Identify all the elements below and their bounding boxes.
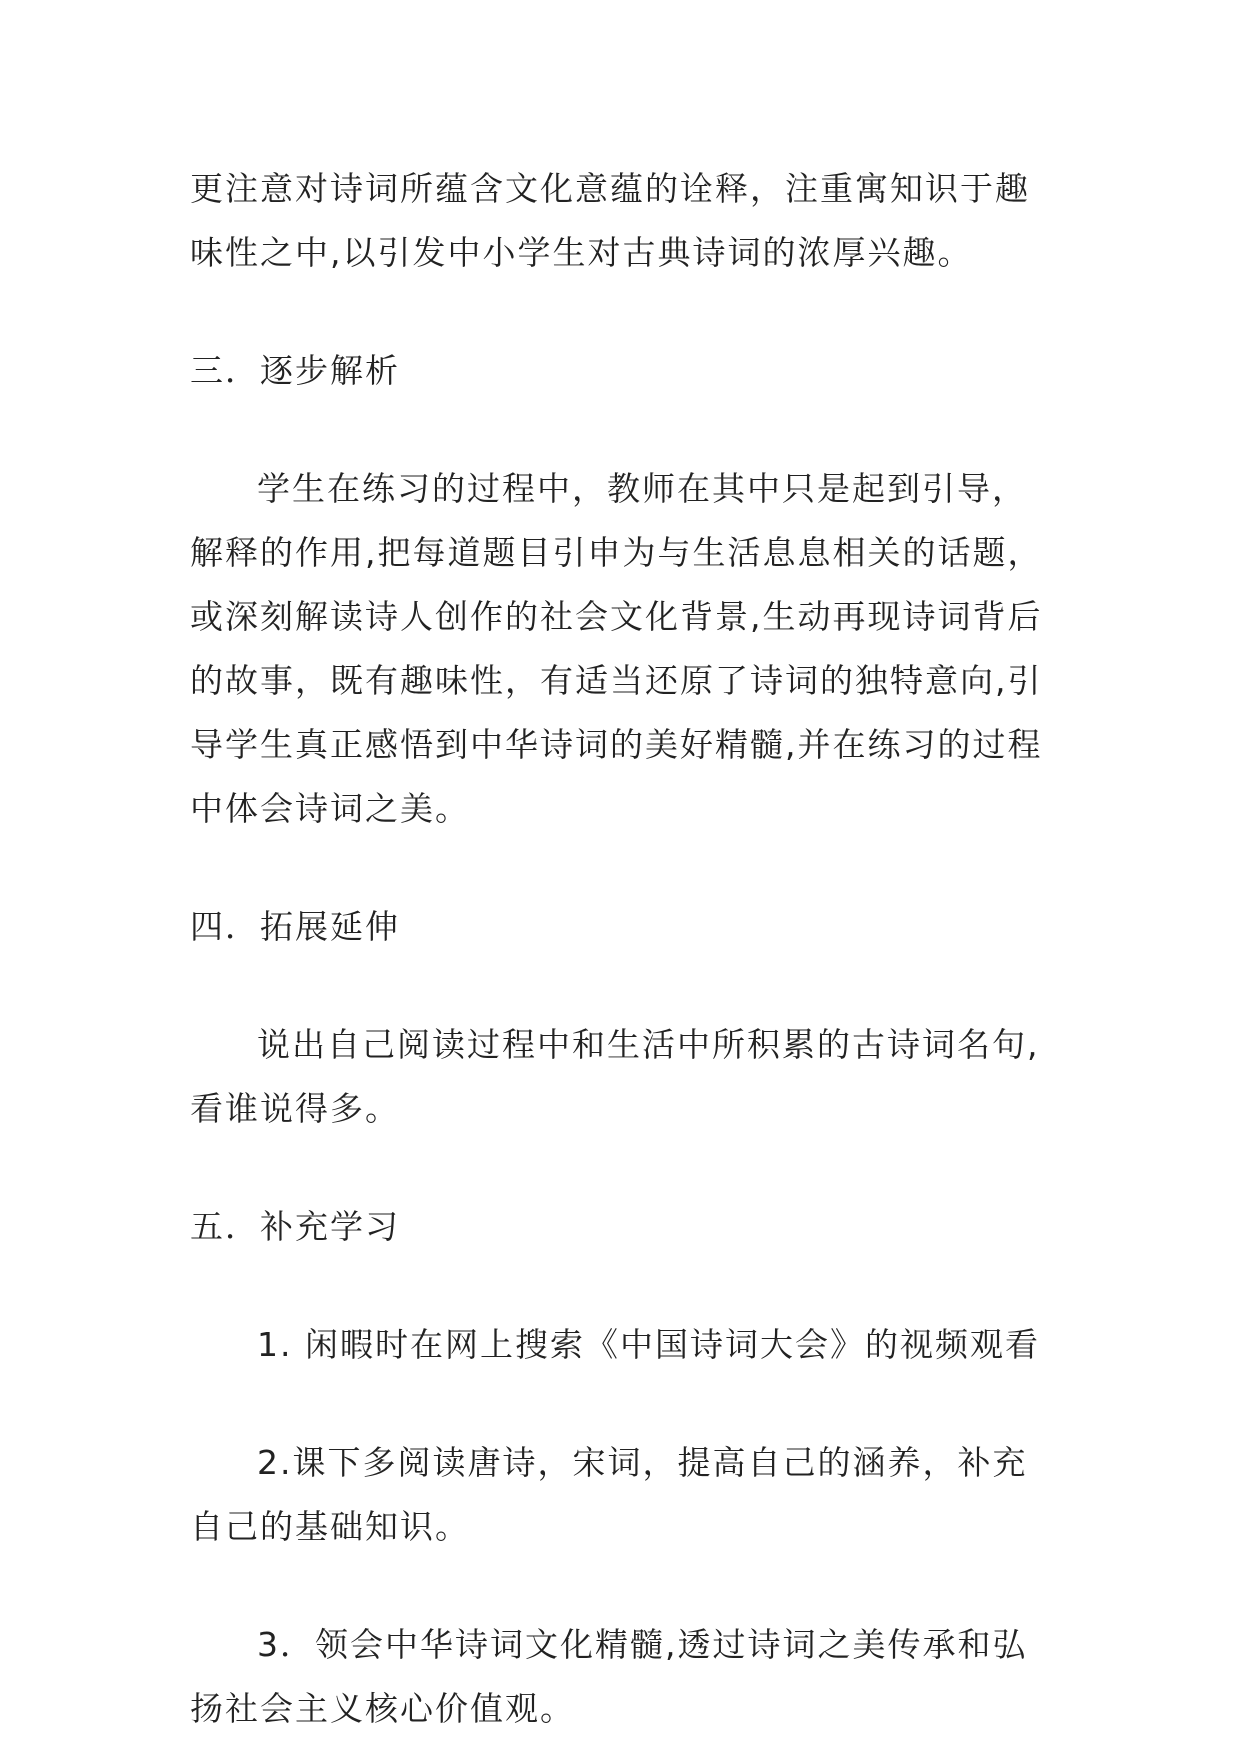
paragraph-intro-continuation: 更注意对诗词所蕴含文化意蕴的诠释，注重寓知识于趣味性之中,以引发中小学生对古典诗词的浓厚兴趣。 (190, 169, 1030, 272)
section-heading-supplementary-study: 五．补充学习 (190, 1207, 400, 1246)
paragraph-step-analysis: 学生在练习的过程中，教师在其中只是起到引导，解释的作用,把每道题目引申为与生活息息相关的话题，或深刻解读诗人创作的社会文化背景,生动再现诗词背后的故事，既有趣味性，有适当还原了诗词的独特意向,引导学生真正感悟到中华诗词的美好精髓,并在练习的过程中体会诗词之美。 (190, 469, 1043, 828)
section-heading-step-analysis: 三．逐步解析 (190, 351, 400, 390)
section-heading-extension: 四．拓展延伸 (190, 907, 400, 946)
list-item-1: 1. 闲暇时在网上搜索《中国诗词大会》的视频观看 (257, 1325, 1040, 1364)
list-item-3: 3．领会中华诗词文化精髓,透过诗词之美传承和弘扬社会主义核心价值观。 (190, 1625, 1028, 1728)
document-body (190, 157, 1050, 1741)
list-item-2: 2.课下多阅读唐诗，宋词，提高自己的涵养，补充自己的基础知识。 (190, 1443, 1028, 1546)
paragraph-extension: 说出自己阅读过程中和生活中所积累的古诗词名句,看谁说得多。 (190, 1025, 1040, 1128)
